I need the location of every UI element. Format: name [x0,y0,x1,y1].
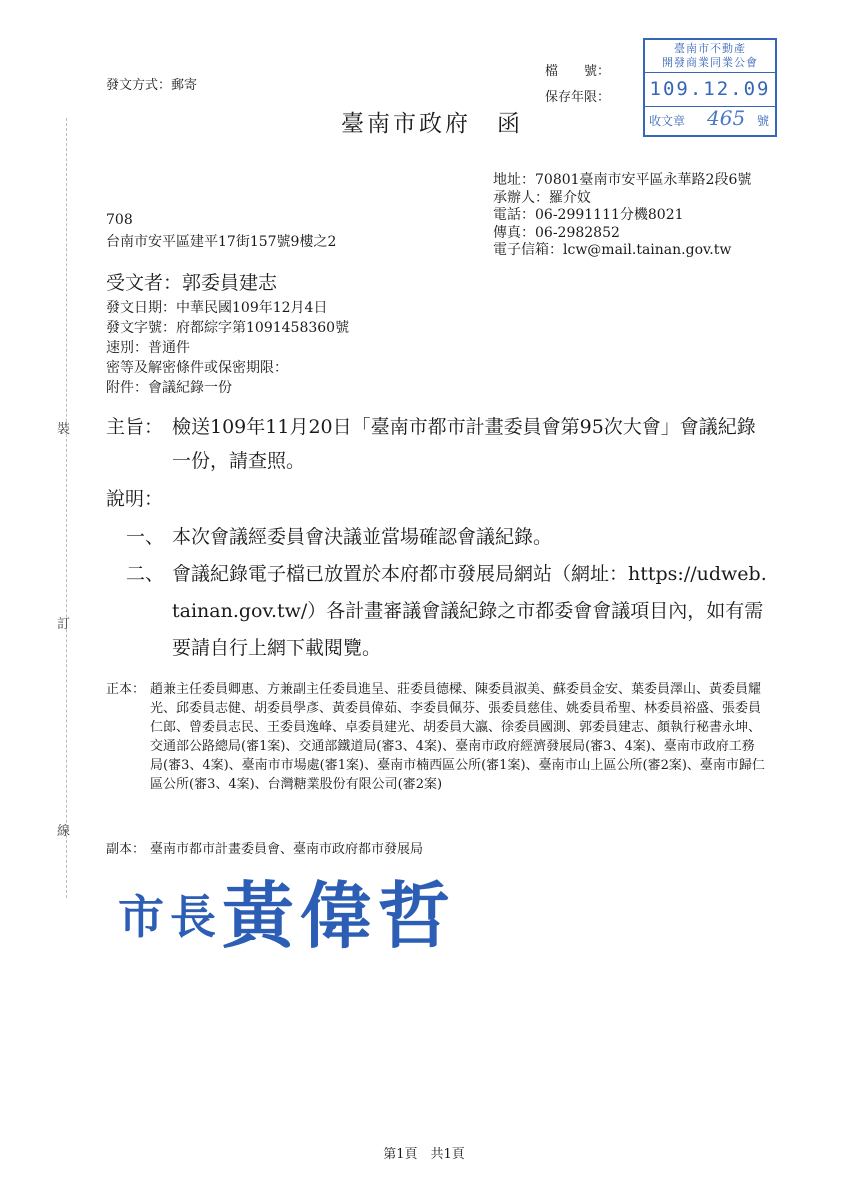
stamp-org-line1: 臺南市不動產 [674,42,746,55]
document-title: 臺南市政府 函 [341,111,523,137]
page-number: 第1頁 共1頁 [383,1147,465,1162]
explanation-label: 說明： [106,488,164,510]
document-meta [106,298,349,398]
contact-handler: 承辦人：羅介妏 [493,189,591,206]
contact-fax: 傳真：06-2982852 [493,224,620,241]
explanation-item-2-text: 會議紀錄電子檔已放置於本府都市發展局網站（網址：https://udweb.tainan.gov.tw/）各計畫審議會議紀錄之市都委會會議項目內，如有需要請自行上網下載閱覽。 [172,563,767,659]
speed-class: 速別：普通件 [106,340,190,356]
issue-date: 發文日期：中華民國109年12月4日 [106,300,328,316]
retention-label: 保存年限： [545,90,611,105]
signature-name: 黃偉哲 [222,874,457,958]
binding-mark-xian: 線 [57,824,71,839]
stamp-receive-label: 收文章 [649,114,686,128]
subject-text: 檢送109年11月20日「臺南市都市計畫委員會第95次大會」會議紀錄一份，請查照。 [172,416,756,472]
send-method: 發文方式：郵寄 [106,78,198,93]
original-recipients: 趙兼主任委員卿惠、方兼副主任委員進呈、莊委員德樑、陳委員淑美、蘇委員金安、葉委員澤山、黃委員耀光、邱委員志健、胡委員學彥、黃委員偉茹、李委員佩芬、張委員慈佳、姚委員希聖、林委員裕盛、張委員仁郎、曾委員志民、王委員逸峰、卓委員建光、胡委員大瀛、徐委員國測、郭委員建志、顏執行秘書永坤、交通部公路總局(審1案)、交通部鐵道局(審3、4案)、臺南市政府經濟發展局(審3、4案)、臺南市政府工務局(審3、4案)、臺南市市場處(審1案)、臺南市楠西區公所(審1案)、臺南市山上區公所(審2案)、臺南市歸仁區公所(審3、4案)、台灣糖業股份有限公司(審2案) [150,682,765,792]
subject-label: 主旨： [106,416,164,438]
file-number-label: 檔 號： [545,64,611,79]
contact-email: 電子信箱：lcw@mail.tainan.gov.tw [493,242,732,258]
stamp-date: 109.12.09 [645,73,775,107]
recipient-zip: 708 [106,212,133,228]
explanation-item-2-number: 二、 [126,563,165,585]
receipt-stamp [643,38,777,137]
explanation-item-1-number: 一、 [126,526,165,548]
receiver: 受文者：郭委員建志 [106,272,278,294]
recipient-street: 台南市安平區建平17街157號9樓之2 [106,234,337,250]
mayor-signature-seal [118,858,548,958]
contact-address: 地址：70801臺南市安平區永華路2段6號 [493,172,752,188]
copy-recipients-label: 副本： [106,842,146,857]
signature-title: 市長 [118,890,222,944]
binding-mark-ding: 訂 [57,617,71,632]
binding-mark-zhuang: 裝 [57,422,71,437]
stamp-receive-suffix: 號 [756,114,769,128]
explanation-item-1-text: 本次會議經委員會決議並當場確認會議紀錄。 [172,526,553,548]
original-recipients-label: 正本： [106,682,146,697]
stamp-receive-number: 465 [707,106,746,130]
contact-phone: 電話：06-2991111分機8021 [493,207,684,223]
attachment: 附件：會議紀錄一份 [106,380,232,396]
stamp-org-line2: 開發商業同業公會 [662,56,758,69]
binding-line [66,118,67,898]
contact-block [493,172,751,260]
secrecy-level: 密等及解密條件或保密期限： [106,360,288,376]
document-number: 發文字號：府都綜字第1091458360號 [106,320,350,336]
copy-recipients: 臺南市都市計畫委員會、臺南市政府都市發展局 [150,842,424,857]
